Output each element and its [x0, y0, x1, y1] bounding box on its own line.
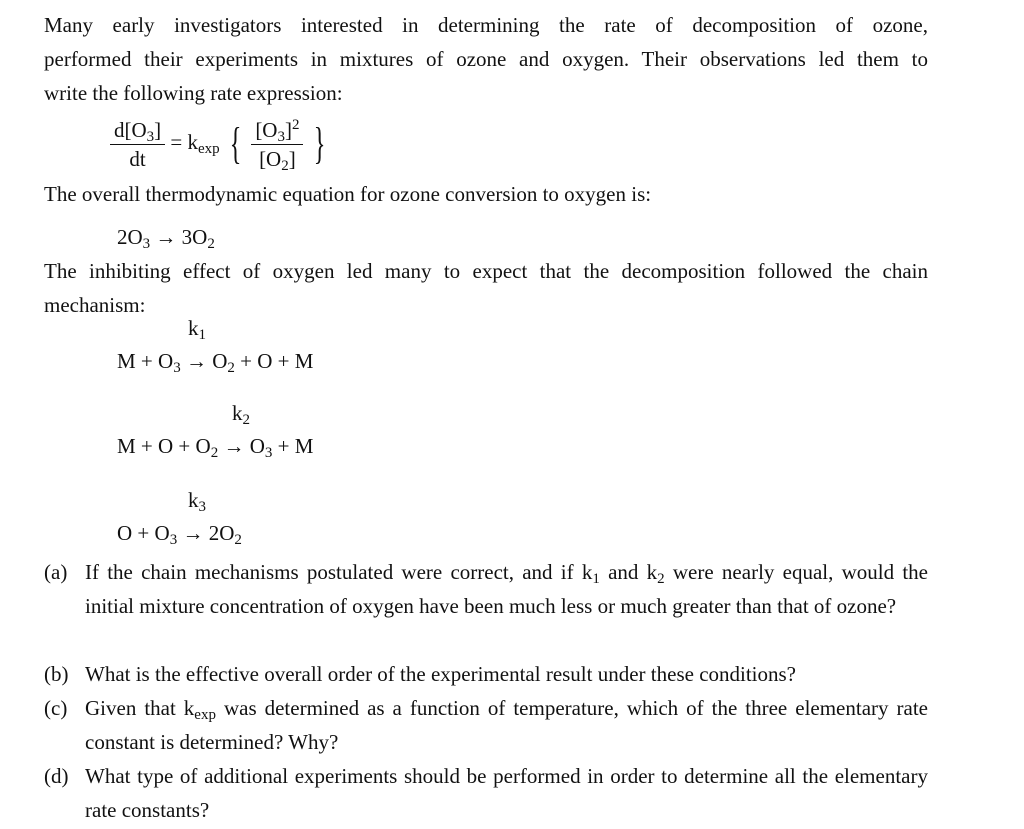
subscript-text: exp — [194, 707, 216, 723]
text-segment: k — [232, 401, 243, 425]
rhs-denominator — [251, 145, 303, 173]
text-segment: What is the effective overall order of the experimental result under these conditions? — [85, 662, 797, 686]
subscript-text: 2 — [227, 360, 235, 376]
text-segment: → O — [218, 434, 265, 458]
rate-constant-k3 — [188, 483, 206, 517]
inhibit-line-1: The inhibiting effect of oxygen led many to expect that the decomposition followed the chain — [44, 259, 928, 283]
subscript-text: 1 — [592, 571, 600, 587]
supscript-text: 2 — [291, 116, 300, 133]
text-segment: d[O — [114, 117, 147, 142]
intro-line-3: write the following rate expression: — [44, 81, 343, 105]
lhs-numerator — [110, 116, 165, 145]
overall-text: The overall thermodynamic equation for ozone conversion to oxygen is: — [44, 182, 652, 206]
reaction-3 — [117, 516, 242, 550]
reaction-1 — [117, 344, 313, 378]
text-segment: + O + M — [234, 349, 314, 373]
right-brace: } — [313, 119, 326, 169]
question-a — [44, 555, 928, 623]
question-label: (b) — [44, 662, 69, 686]
rate-constant-k2 — [232, 396, 250, 430]
subscript-text: 2 — [657, 571, 665, 587]
text-segment: 2O — [117, 225, 143, 249]
question-text — [85, 691, 928, 759]
text-segment: and k — [599, 560, 658, 584]
text-segment: What type of additional experiments should be performed in order to determine all the elementary rate constants? — [85, 764, 928, 822]
intro-line-2: performed their experiments in mixtures of ozone and oxygen. Their observations led them to — [44, 47, 928, 71]
text-segment: + M — [272, 434, 314, 458]
text-segment: k — [187, 130, 199, 154]
rhs-fraction — [251, 116, 303, 173]
text-segment: → 2O — [177, 521, 235, 545]
rate-expression — [110, 112, 330, 173]
text-segment: ] — [288, 146, 296, 171]
subscript-text: 3 — [277, 128, 285, 145]
question-label: (d) — [44, 764, 69, 788]
k-exp — [187, 130, 220, 157]
subscript-text: 3 — [198, 499, 206, 515]
lhs-fraction — [110, 116, 165, 173]
subscript-text: 3 — [169, 532, 178, 548]
overall-equation — [117, 220, 215, 254]
inhibit-line-2: mechanism: — [44, 293, 146, 317]
rate-constant-k1 — [188, 311, 206, 345]
question-text — [85, 657, 928, 691]
text-segment: was determined as a function of temperature, which of the three elementary rate constant is determined? Why? — [85, 696, 928, 754]
subscript-text: 3 — [142, 236, 151, 252]
text-segment: → O — [180, 349, 228, 373]
subscript-text: 3 — [264, 445, 273, 461]
reaction-2 — [117, 429, 313, 463]
text-segment: ] — [154, 117, 162, 142]
text-segment: ] — [284, 117, 292, 142]
subscript-text: 2 — [207, 236, 215, 252]
text-segment: M + O — [117, 349, 174, 373]
text-segment: Given that k — [85, 696, 195, 720]
subscript-text: 2 — [242, 412, 250, 428]
question-d — [44, 759, 928, 827]
subscript-text: 2 — [234, 532, 242, 548]
text-segment: were nearly equal, would the initial mixture concentration of oxygen have been much less or much greater than that of ozone? — [85, 560, 928, 618]
subscript-text: 3 — [146, 128, 155, 145]
subscript-text: 3 — [173, 360, 181, 376]
lhs-denominator: dt — [129, 146, 146, 171]
text-segment: k — [188, 316, 199, 340]
question-label: (a) — [44, 560, 68, 584]
subscript-text: 1 — [198, 327, 206, 343]
text-segment: → 3O — [150, 225, 208, 249]
rhs-numerator — [251, 116, 303, 145]
text-segment: If the chain mechanisms postulated were correct, and if k — [85, 560, 593, 584]
text-segment: O + O — [117, 521, 170, 545]
subscript-text: exp — [198, 141, 220, 157]
question-label: (c) — [44, 696, 68, 720]
left-brace: { — [229, 119, 242, 169]
text-segment: [O — [255, 117, 278, 142]
question-c — [44, 691, 928, 759]
text-segment: M + O + O — [117, 434, 211, 458]
intro-line-1: Many early investigators interested in determining the rate of decomposition of ozone, — [44, 13, 928, 37]
question-text — [85, 555, 928, 623]
subscript-text: 2 — [210, 445, 219, 461]
question-b — [44, 657, 928, 691]
text-segment: k — [188, 488, 199, 512]
subscript-text: 2 — [281, 157, 289, 174]
question-text — [85, 759, 928, 827]
text-segment: [O — [259, 146, 282, 171]
equals-sign: = — [170, 130, 183, 154]
